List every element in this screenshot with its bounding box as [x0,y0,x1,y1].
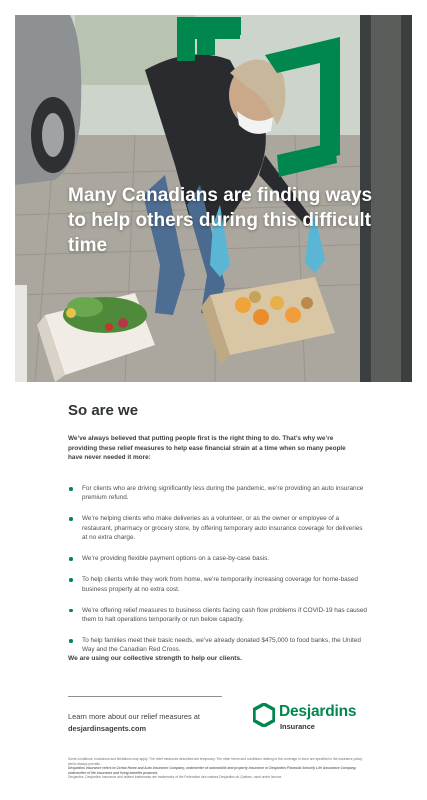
website-link[interactable]: desjardinsagents.com [68,724,147,733]
hero-photo [15,15,412,382]
fine-print-line: Desjardins, Desjardins Insurance and related trademarks are trademarks of the Fédération des caisses Desjardins du Québec, used under licence. [68,775,283,780]
hexagon-logo-icon [253,703,275,727]
learn-more [68,711,248,735]
section-title: So are we [68,402,139,419]
list-item [68,554,368,563]
list-item [68,606,368,625]
bullet-dot-icon [69,578,73,582]
bullet-dot-icon [69,609,73,613]
list-item [68,636,368,655]
logo-subtitle: Insurance [280,722,315,731]
desjardins-logo[interactable] [253,702,363,736]
list-item-text: We’re helping clients who make deliveries as a volunteer, or as the owner or employee of a restaurant, pharmacy or grocery store, by offering temporary auto insurance coverage for deliveries at no extra charge. [82,515,363,542]
list-item-text: To help clients while they work from home, we’re temporarily increasing coverage for home-based business property at no extra cost. [82,576,358,593]
list-item [68,514,368,542]
bullet-dot-icon [69,487,73,491]
closing-statement: We are using our collective strength to help our clients. [68,655,242,662]
logo-name: Desjardins [279,703,357,720]
list-item-text: To help families meet their basic needs, we’ve already donated $475,000 to food banks, the United Way and the Canadian Red Cross. [82,637,361,654]
fine-print-line: Desjardins Insurance refers to Certas Home and Auto Insurance Company, underwriter of automobile and property insurance or Desjardins Financial Security Life Assurance Company, underwriter of life insurance and living benefits products. [68,766,357,775]
bullet-dot-icon [69,639,73,643]
list-item-text: We’re offering relief measures to business clients facing cash flow problems if COVID-19 has caused them to halt operations temporarily or run below capacity. [82,606,367,624]
fine-print [68,757,368,780]
list-item [68,484,368,503]
bullet-dot-icon [69,517,73,521]
list-item [68,575,368,594]
bullet-dot-icon [69,557,73,561]
intro-paragraph: We’ve always believed that putting people first is the right thing to do. That’s why we’re providing these relief measures to help ease financial strain at a time when so many people have never needed it more: [68,435,346,462]
hero-headline: Many Canadians are finding ways to help others during this difficult time [68,185,373,256]
divider [68,696,222,697]
list-item-text: For clients who are driving significantly less during the pandemic, we’re providing an auto insurance premium refund. [82,485,364,502]
fine-print-line: Some conditions, exclusions and limitations may apply. The relief measures described are temporary. The other terms and conditions relating to the coverage in force are specified in the insurance policy, which always prevails. [68,757,363,766]
learn-more-text: Learn more about our relief measures at [68,712,200,721]
list-item-text: We’re providing flexible payment options on a case-by-case basis. [82,555,270,563]
relief-measures-list [68,484,368,666]
